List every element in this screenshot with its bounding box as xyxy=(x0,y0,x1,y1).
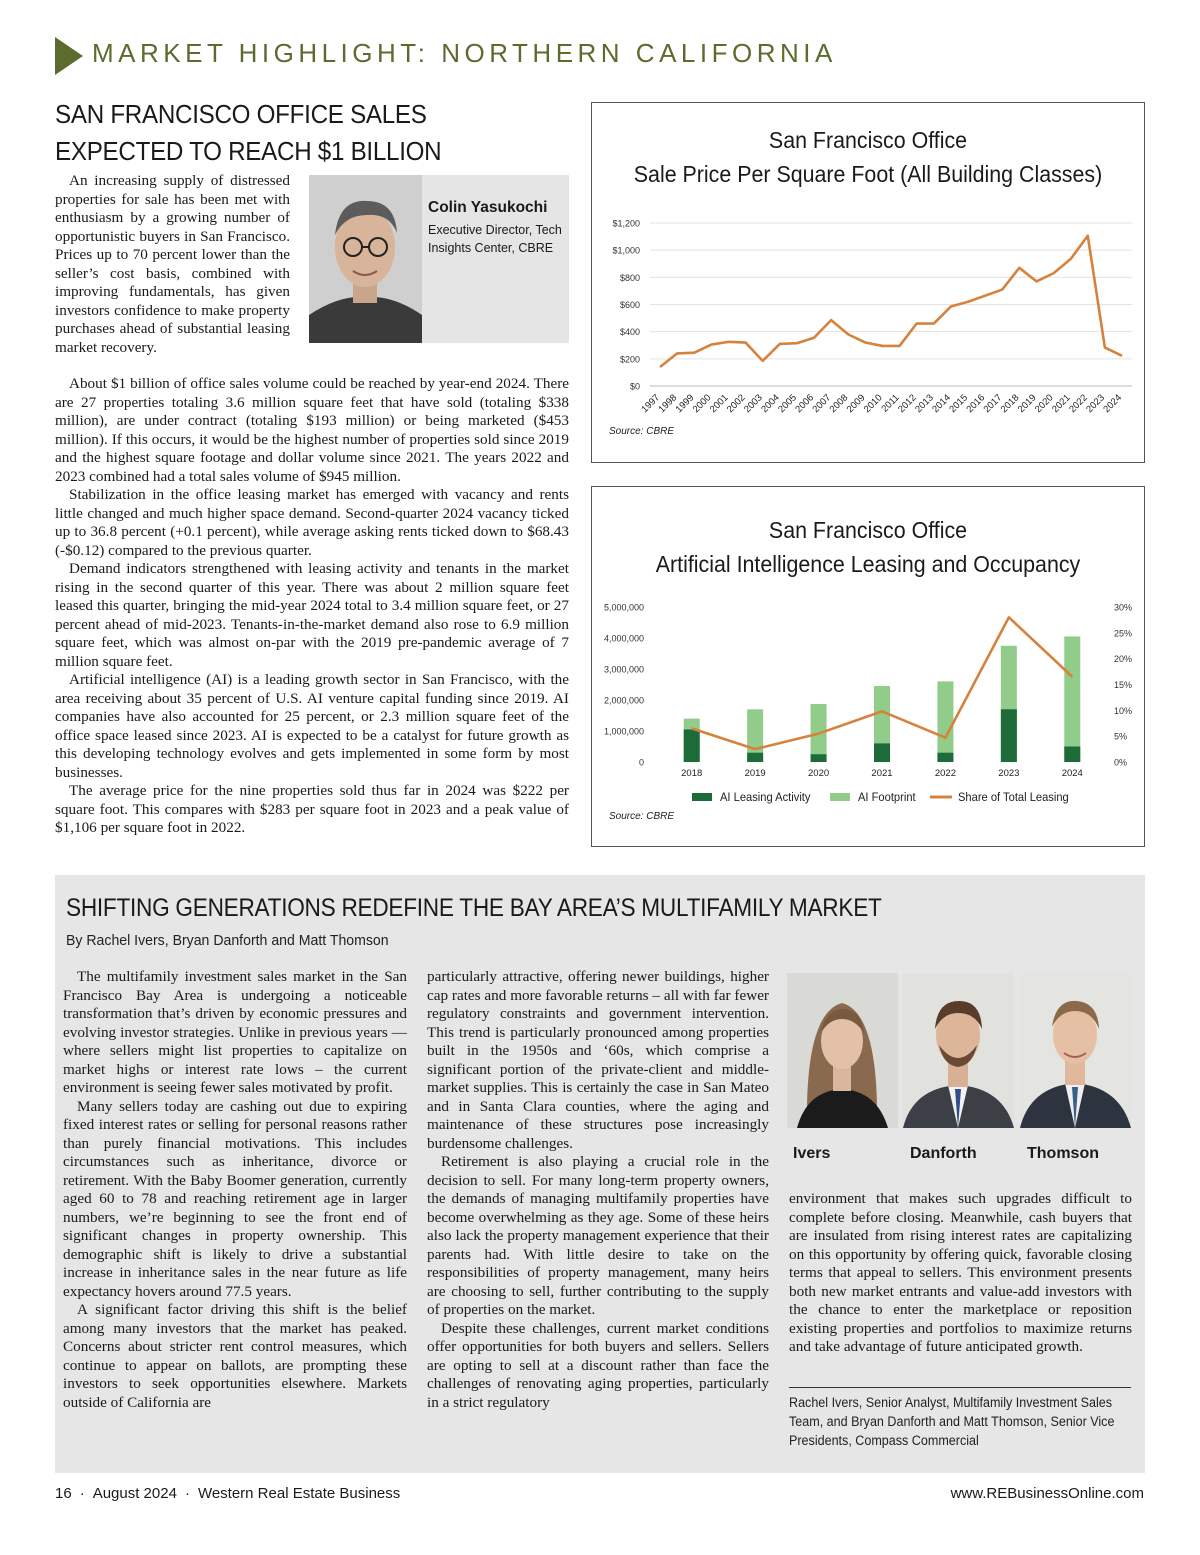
price-chart-source: Source: CBRE xyxy=(609,426,675,437)
price-chart-xtick: 2001 xyxy=(707,392,731,416)
article2-paragraph: A significant factor driving this shift is the belief among many investors that the market has peaked. Concerns about stricter rent control measures, which continue to appear on ballots, are prompting these investors to seek opportunities elsewhere. Markets outside of California are xyxy=(63,1301,407,1411)
ai-chart-ytick-right: 30% xyxy=(1114,602,1133,613)
price-chart-xtick: 2004 xyxy=(759,392,782,416)
ai-chart-ytick-right: 5% xyxy=(1114,731,1128,742)
ai-chart-title-1: San Francisco Office xyxy=(768,517,968,543)
article1-paragraph: Demand indicators strengthened with leasing activity and tenants in the market rising in the second quarter of this year. There was about 2 million square feet leased this quarter, bringing the mid-year 2024 total to 3.4 million square feet, or 27 percent ahead of mid-2023. Tenants-in-the-market demand also rose to 6.9 million square feet, which was almost on-par with the 2019 pre-pandemic average of 7 million square feet. xyxy=(55,560,569,670)
ai-chart-ytick-left: 5,000,000 xyxy=(603,602,644,613)
headshot-label-thomson: Thomson xyxy=(1027,1145,1099,1162)
ai-chart-bar-footprint xyxy=(1064,636,1080,762)
price-chart-xtick: 2005 xyxy=(776,392,800,416)
ai-chart-legend-label: Share of Total Leasing xyxy=(958,791,1069,805)
price-chart-title-2: Sale Price Per Square Foot (All Building Classes) xyxy=(633,161,1103,187)
article2-paragraph: Many sellers today are cashing out due to expiring fixed interest rates or selling for personal reasons rather than purely financial motivations. This includes circumstances such as inheritance, divorce or retirement. With the Baby Boomer generation, currently aged 60 to 78 and reaching retirement age in larger numbers, we’re beginning to see the front end of significant changes in property ownership. This demographic shift is likely to drive a substantial increase in inheritance sales in the near future as life expectancy hovers around 77.5 years. xyxy=(63,1097,407,1300)
price-chart-ytick: $0 xyxy=(629,381,640,392)
ai-chart-ytick-right: 0% xyxy=(1114,757,1128,768)
price-chart-xtick: 2008 xyxy=(827,392,851,416)
price-chart xyxy=(591,102,1145,463)
ai-chart-bar-leasing xyxy=(1064,747,1080,763)
price-chart-plot xyxy=(592,203,1144,463)
profile-photo xyxy=(309,175,422,343)
ai-chart-xtick: 2018 xyxy=(681,768,703,779)
price-chart-ytick: $800 xyxy=(619,272,640,283)
article2-byline: By Rachel Ivers, Bryan Danforth and Matt Thomson xyxy=(66,932,389,949)
ai-chart-ytick-right: 15% xyxy=(1114,680,1133,690)
price-chart-xtick: 2020 xyxy=(1032,392,1056,416)
price-chart-xtick: 1998 xyxy=(656,392,680,416)
page-number: 16 xyxy=(55,1485,72,1502)
section-arrow-icon xyxy=(55,37,83,75)
article1-intro xyxy=(55,172,290,357)
price-chart-ytick: $1,200 xyxy=(612,218,640,229)
price-chart-ytick: $1,000 xyxy=(612,245,640,256)
article2-col2 xyxy=(427,968,769,1412)
price-chart-xtick: 2021 xyxy=(1050,392,1073,416)
headshot-label-danforth: Danforth xyxy=(910,1145,977,1162)
ai-chart-source: Source: CBRE xyxy=(609,811,675,822)
ai-chart xyxy=(591,486,1145,847)
price-chart-xtick: 2024 xyxy=(1101,392,1125,416)
article1-headline: SAN FRANCISCO OFFICE SALES EXPECTED TO REACH $1 BILLION xyxy=(55,99,442,166)
price-chart-xtick: 2011 xyxy=(879,392,902,415)
publication-name: Western Real Estate Business xyxy=(197,1485,401,1502)
price-chart-xtick: 2010 xyxy=(861,392,885,416)
ai-chart-bar-leasing xyxy=(684,729,700,762)
price-chart-ytick: $400 xyxy=(619,327,640,338)
ai-chart-xtick: 2024 xyxy=(1061,768,1083,779)
headshot-label-ivers: Ivers xyxy=(793,1145,831,1162)
article1-paragraph: About $1 billion of office sales volume could be reached by year-end 2024. There are 27 properties totaling 3.6 million square feet that have sold (totaling $338 million), are under contract (totaling $193 million) or being marketed ($453 million). If this occurs, it would be the highest number of properties sold since 2019 and the highest square footage and dollar volume since 2021. The years 2022 and 2023 combined had a total sales volume of $945 million. xyxy=(55,375,569,485)
ai-chart-bar-leasing xyxy=(747,753,763,762)
separator-dot-icon: · xyxy=(79,1485,85,1502)
ai-chart-xtick: 2021 xyxy=(871,768,893,779)
price-chart-ytick: $200 xyxy=(619,354,640,365)
ai-chart-bar-leasing xyxy=(811,754,827,762)
price-chart-xtick: 2019 xyxy=(1015,392,1039,416)
headshot-danforth xyxy=(903,973,1014,1128)
ai-chart-legend-swatch xyxy=(830,793,850,801)
ai-chart-ytick-left: 0 xyxy=(638,757,644,768)
price-chart-xtick: 2009 xyxy=(844,392,868,416)
price-chart-xtick: 2013 xyxy=(913,392,936,416)
profile-box xyxy=(309,175,569,343)
article1-body xyxy=(55,375,569,838)
article2-paragraph: Despite these challenges, current market conditions offer opportunities for both buyers and sellers. Sellers are opting to sell at a discount rather than face the challenges of renovating aging properties, particularly in a strict regulatory xyxy=(427,1319,769,1411)
section-header: MARKET HIGHLIGHT: NORTHERN CALIFORNIA xyxy=(92,38,837,68)
headshot-thomson xyxy=(1020,973,1131,1128)
price-chart-xtick: 2015 xyxy=(947,392,971,416)
caption-divider xyxy=(789,1387,1131,1388)
ai-chart-xtick: 2020 xyxy=(808,768,830,779)
ai-chart-bar-leasing xyxy=(874,743,890,762)
article2-col1 xyxy=(63,968,407,1412)
price-chart-xtick: 2002 xyxy=(724,392,748,416)
price-chart-xtick: 2023 xyxy=(1084,392,1108,416)
article2-paragraph: particularly attractive, offering newer buildings, higher cap rates and more favorable returns – all with far fewer regulatory constraints and government intervention. This trend is particularly pronounced among properties built in the 1950s and ‘60s, which comprise a significant portion of the private-client and middle-market supplies. This is certainly the case in San Mateo and in Santa Clara counties, where the aging and maintenance of these structures pose increasingly burdensome challenges. xyxy=(427,968,769,1152)
article1-intro-text: An increasing supply of distressed properties for sale has been met with enthusiasm by a growing number of opportunistic buyers in San Francisco. Prices up to 70 percent lower than the seller’s cost basis, combined with improving fundamentals, has given investors confidence to make property purchases ahead of substantial leasing market recovery. xyxy=(55,172,290,356)
author-caption: Rachel Ivers, Senior Analyst, Multifamily Investment Sales Team, and Bryan Danforth and Matt Thomson, Senior Vice Presidents, Compass Commercial xyxy=(789,1395,1115,1448)
price-chart-xtick: 2000 xyxy=(690,392,714,416)
ai-chart-xtick: 2019 xyxy=(744,768,766,779)
headshot-ivers xyxy=(787,973,898,1128)
profile-title: Executive Director, Tech Insights Center, CBRE xyxy=(428,223,562,255)
ai-chart-legend-swatch xyxy=(692,793,712,801)
price-chart-xtick: 2007 xyxy=(810,392,834,416)
issue-date: August 2024 xyxy=(92,1485,177,1502)
ai-chart-ytick-left: 2,000,000 xyxy=(603,695,644,706)
article1-paragraph: The average price for the nine properties sold thus far in 2024 was $222 per square foot. This compares with $283 per square foot in 2023 and a peak value of $1,106 per square foot in 2022. xyxy=(55,782,569,836)
price-chart-title-1: San Francisco Office xyxy=(768,127,968,153)
ai-chart-xtick: 2022 xyxy=(934,768,956,779)
ai-chart-ytick-right: 10% xyxy=(1114,705,1133,716)
profile-name: Colin Yasukochi xyxy=(428,199,548,216)
ai-chart-ytick-left: 4,000,000 xyxy=(603,633,644,644)
separator-dot-icon: · xyxy=(184,1485,190,1502)
price-chart-xtick: 2016 xyxy=(964,392,988,416)
price-chart-xtick: 1999 xyxy=(673,392,697,416)
ai-chart-ytick-left: 3,000,000 xyxy=(603,664,644,675)
price-chart-xtick: 2014 xyxy=(930,392,954,416)
article1-paragraph: Stabilization in the office leasing market has emerged with vacancy and rents little changed and much higher space demand. Second-quarter 2024 vacancy ticked up to 36.8 percent (+0.1 percent), while average asking rents ticked down to $68.43 (-$0.12) compared to the previous quarter. xyxy=(55,486,569,559)
ai-chart-ytick-left: 1,000,000 xyxy=(603,726,644,737)
price-chart-xtick: 2003 xyxy=(742,392,765,416)
ai-chart-xtick: 2023 xyxy=(998,768,1020,779)
ai-chart-legend-label: AI Footprint xyxy=(858,791,916,805)
price-chart-xtick: 2022 xyxy=(1067,392,1090,416)
footer-left xyxy=(55,1485,400,1502)
price-chart-xtick: 2017 xyxy=(981,392,1005,416)
ai-chart-plot xyxy=(592,587,1144,827)
ai-chart-ytick-right: 20% xyxy=(1114,654,1133,665)
price-chart-xtick: 2012 xyxy=(896,392,919,416)
article2-col3 xyxy=(789,1190,1132,1357)
ai-chart-bar-leasing xyxy=(1001,709,1017,762)
price-chart-line xyxy=(660,236,1122,367)
price-chart-ytick: $600 xyxy=(619,300,640,310)
article2-paragraph: The multifamily investment sales market in the San Francisco Bay Area is undergoing a noticeable transformation that’s driven by economic pressures and evolving investor strategies. Unlike in previous years — where sellers might list properties to capitalize on market highs or interest rate lows – the current environment is seeing fewer sales motivated by profit. xyxy=(63,968,407,1096)
ai-chart-ytick-right: 25% xyxy=(1114,628,1133,639)
ai-chart-bar-leasing xyxy=(937,753,953,762)
article2-paragraph: Retirement is also playing a crucial role in the decision to sell. For many long-term property owners, the demands of managing multifamily properties have become overwhelming as they age. Some of these heirs also lack the property management experience that their parents had. With little desire to take on the responsibilities of property management, many heirs are choosing to sell, further contributing to the supply of properties on the market. xyxy=(427,1153,769,1318)
ai-chart-bar-footprint xyxy=(937,681,953,762)
ai-chart-legend-label: AI Leasing Activity xyxy=(720,791,811,805)
ai-chart-title-2: Artificial Intelligence Leasing and Occupancy xyxy=(655,551,1081,577)
article2-paragraph: environment that makes such upgrades difficult to complete before closing. Meanwhile, cash buyers that are insulated from rising interest rates are capitalizing on this opportunity by offering quick, favorable closing terms that appeal to sellers. This environment presents both new market entrants and value-add investors with the chance to enter the marketplace or reposition existing properties and portfolios to maximize returns and take advantage of future anticipated growth. xyxy=(789,1190,1132,1355)
article1-paragraph: Artificial intelligence (AI) is a leading growth sector in San Francisco, with the area receiving about 35 percent of U.S. AI venture capital funding since 2019. AI companies have also accounted for 25 percent, or 2.3 million square feet of the office space leased since 2023. AI is expected to be a catalyst for future growth as this developing technology evolves and gets implemented in some form by most businesses. xyxy=(55,671,569,781)
price-chart-xtick: 2018 xyxy=(998,392,1022,416)
price-chart-xtick: 2006 xyxy=(793,392,817,416)
price-chart-xtick: 1997 xyxy=(639,392,663,416)
article2-headline: SHIFTING GENERATIONS REDEFINE THE BAY AREA’S MULTIFAMILY MARKET xyxy=(66,894,882,922)
footer-website[interactable]: www.REBusinessOnline.com xyxy=(950,1485,1144,1502)
